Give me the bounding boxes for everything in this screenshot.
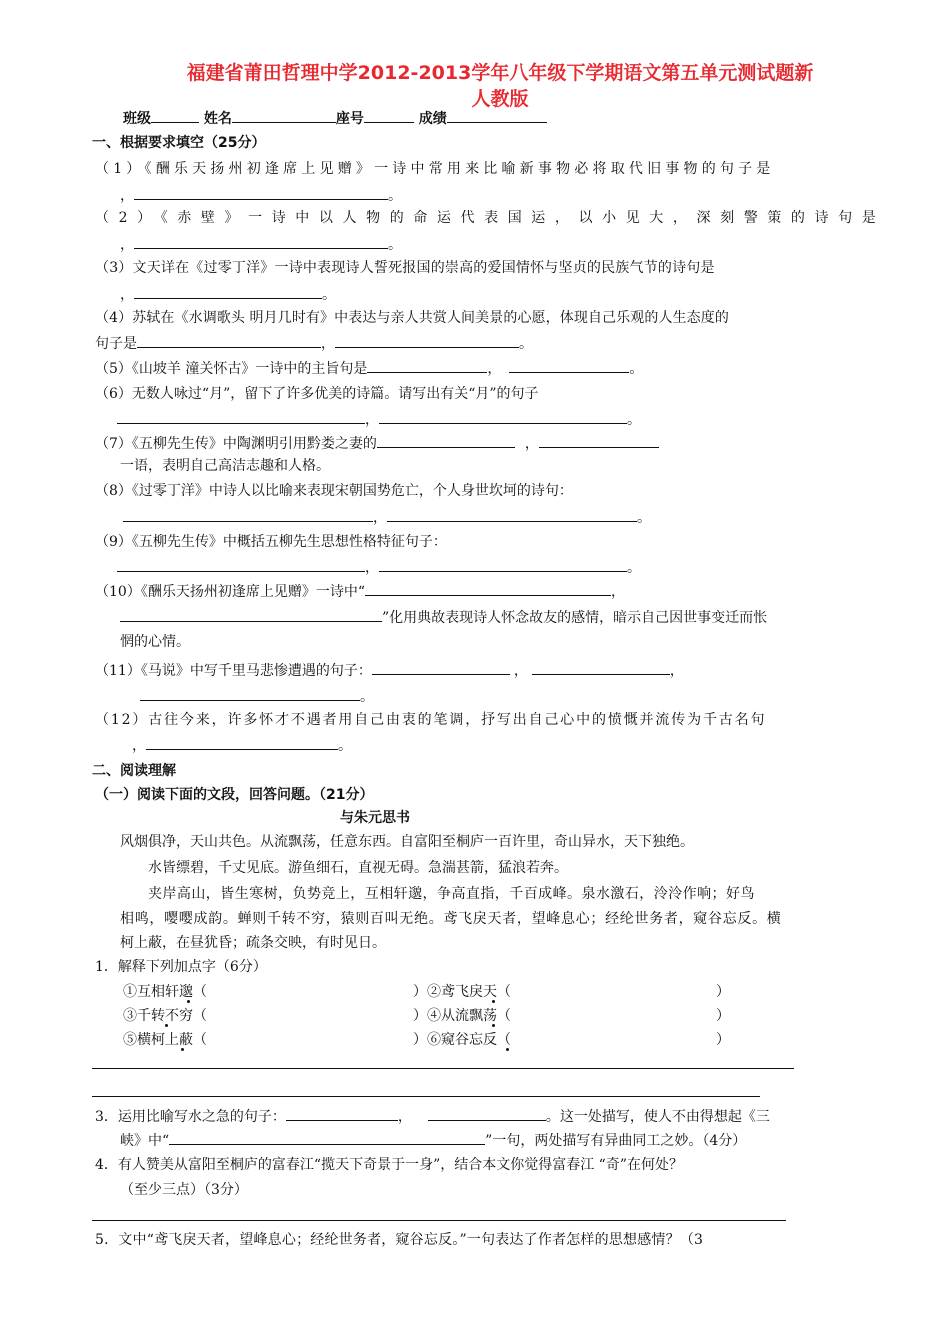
question-2: （2）《赤壁》一诗中以人物的命运代表国运，以小见大，深刻警策的诗句是 [95, 210, 886, 226]
answer-blank[interactable] [509, 358, 629, 373]
question-5: （5）《山坡羊 潼关怀古》一诗中的主旨句是 ， 。 [95, 358, 643, 379]
seat-field[interactable] [364, 108, 414, 123]
question-4: （4）苏轼在《水调歌头 明月几时有》中表达与亲人共赏人间美景的心愿，体现自己乐观的人生态度的 [95, 310, 729, 326]
document-title [90, 60, 910, 112]
answer-9: ， 。 [117, 557, 641, 578]
emphasis-dot [181, 1048, 184, 1051]
score-label: 成绩 [418, 111, 447, 127]
answer-blank[interactable] [286, 1106, 398, 1121]
question-8: （8）《过零丁洋》中诗人以比喻来表现宋朝国势危亡，个人身世坎坷的诗句： [95, 483, 573, 499]
emphasis-dot [187, 1000, 190, 1003]
class-field[interactable] [151, 108, 199, 123]
class-label: 班级 [123, 111, 151, 127]
question-6: （6）无数人咏过“月”，留下了许多优美的诗篇。请写出有关“月”的句子 [95, 386, 539, 402]
answer-blank[interactable] [134, 284, 322, 299]
answer-blank[interactable] [137, 333, 321, 348]
passage-paragraph-3b: 相鸣，嘤嘤成韵。蝉则千转不穷，猿则百叫无绝。鸢飞戾天者，望峰息心；经纶世务者，窥谷忘反。横 [120, 911, 782, 927]
answer-blank[interactable] [169, 1130, 485, 1145]
seat-label: 座号 [335, 111, 364, 127]
answer-blank[interactable] [365, 581, 611, 596]
answer-blank[interactable] [335, 333, 519, 348]
question-7-cont: 一语，表明自己高洁志趣和人格。 [120, 458, 330, 474]
answer-blank[interactable] [428, 1106, 546, 1121]
vocab-item-6: ）⑥窥谷忘反（ [413, 1032, 511, 1048]
reading-question-1: 1．解释下列加点字（6分） [95, 959, 267, 975]
title-line-1: 福建省莆田哲理中学2012-2013学年八年级下学期语文第五单元测试题新 [186, 62, 814, 84]
score-field[interactable] [447, 108, 547, 123]
answer-blank[interactable] [117, 557, 365, 572]
reading-question-3: 3．运用比喻写水之急的句子： ， 。这一处描写，使人不由得想起《三 [95, 1106, 770, 1127]
answer-blank[interactable] [387, 507, 637, 522]
vocab-item-6-close: ） [716, 1032, 730, 1048]
question-10-end: 惘的心情。 [120, 634, 190, 650]
answer-8: ， 。 [123, 507, 651, 528]
answer-blank[interactable] [117, 409, 365, 424]
vocab-item-4: ）④从流飘荡（ [413, 1008, 511, 1024]
answer-blank[interactable] [377, 433, 515, 448]
answer-blank[interactable] [123, 507, 373, 522]
answer-blank[interactable] [372, 660, 510, 675]
vocab-item-2-close: ） [716, 984, 730, 1000]
emphasis-dot [506, 1048, 509, 1051]
answer-blank[interactable] [379, 557, 627, 572]
question-3: （3）文天详在《过零丁洋》一诗中表现诗人誓死报国的崇高的爱国情怀与坚贞的民族气节的诗句是 [95, 260, 715, 276]
answer-line[interactable] [92, 1068, 794, 1069]
answer-blank[interactable] [532, 660, 670, 675]
passage-paragraph-2: 水皆缥碧，千丈见底。游鱼细石，直视无碍。急湍甚箭，猛浪若奔。 [148, 860, 568, 876]
answer-3: ， 。 [120, 284, 336, 305]
vocab-item-4-close: ） [716, 1008, 730, 1024]
answer-blank[interactable] [134, 185, 388, 200]
passage-paragraph-1: 风烟俱净，天山共色。从流飘荡，任意东西。自富阳至桐庐一百许里，奇山异水，天下独绝。 [120, 834, 694, 850]
answer-1: ， 。 [120, 185, 402, 206]
answer-2: ， 。 [120, 234, 402, 255]
answer-blank[interactable] [146, 735, 338, 750]
passage-title: 与朱元思书 [340, 810, 410, 826]
question-7: （7）《五柳先生传》中陶渊明引用黔娄之妻的 ， [95, 433, 659, 454]
vocab-item-3: ③千转不穷（ [123, 1008, 207, 1024]
answer-blank[interactable] [539, 433, 659, 448]
reading-question-5: 5．文中“鸢飞戾天者，望峰息心；经纶世务者，窥谷忘反。”一句表达了作者怎样的思想感情？（3 [95, 1232, 704, 1248]
reading-question-4: 4．有人赞美从富阳至桐庐的富春江“揽天下奇景于一身”，结合本文你觉得富春江 “奇”在何处？ [95, 1157, 683, 1173]
question-9: （9）《五柳先生传》中概括五柳先生思想性格特征句子： [95, 534, 447, 550]
question-4-cont: 句子是 ， 。 [95, 333, 533, 354]
vocab-item-5: ⑤横柯上蔽（ [123, 1032, 207, 1048]
emphasis-dot [492, 1024, 495, 1027]
vocab-item-1: ①互相轩邈（ [123, 984, 207, 1000]
answer-blank[interactable] [134, 234, 388, 249]
question-10: （10）《酬乐天扬州初逢席上见赠》一诗中“ ， [95, 581, 625, 602]
passage-paragraph-3a: 夹岸高山，皆生寒树，负势竞上，互相轩邈，争高直指，千百成峰。泉水激石，泠泠作响；好鸟 [148, 886, 755, 902]
answer-blank[interactable] [140, 686, 360, 701]
answer-11: 。 [140, 686, 374, 707]
section2-subheading: （一）阅读下面的文段，回答问题。（21分） [95, 787, 374, 803]
reading-question-4-cont: （至少三点）（3分） [120, 1182, 248, 1198]
passage-paragraph-3c: 柯上蔽，在昼犹昏；疏条交映，有时见日。 [120, 935, 386, 951]
question-11: （11）《马说》中写千里马悲惨遭遇的句子： ， ， [95, 660, 684, 681]
section2-heading: 二、阅读理解 [92, 763, 176, 779]
emphasis-dot [165, 1024, 168, 1027]
question-10-cont: ”化用典故表现诗人怀念故友的感情，暗示自己因世事变迁而怅 [120, 607, 767, 628]
answer-12: ， 。 [132, 735, 352, 756]
vocab-item-2: ）②鸢飞戾天（ [413, 984, 511, 1000]
answer-line[interactable] [92, 1220, 786, 1221]
emphasis-dot [492, 1000, 495, 1003]
reading-question-3-cont: 峡》中“ ”一句，两处描写有异曲同工之妙。（4分） [120, 1130, 746, 1151]
question-1: （1）《酬乐天扬州初逢席上见赠》一诗中常用来比喻新事物必将取代旧事物的句子是 [95, 161, 775, 177]
name-field[interactable] [232, 108, 336, 123]
answer-blank[interactable] [367, 358, 487, 373]
question-12: （12）古往今来，许多怀才不遇者用自己由衷的笔调，抒写出自己心中的愤慨并流传为千古名句 [95, 712, 767, 728]
answer-blank[interactable] [379, 409, 627, 424]
answer-6: ， 。 [117, 409, 641, 430]
answer-line[interactable] [92, 1096, 760, 1097]
name-label: 姓名 [203, 111, 232, 127]
title-line-2: 人教版 [471, 88, 529, 110]
answer-blank[interactable] [120, 607, 382, 622]
section1-heading: 一、根据要求填空（25分） [92, 135, 266, 151]
student-info-row [123, 108, 547, 129]
